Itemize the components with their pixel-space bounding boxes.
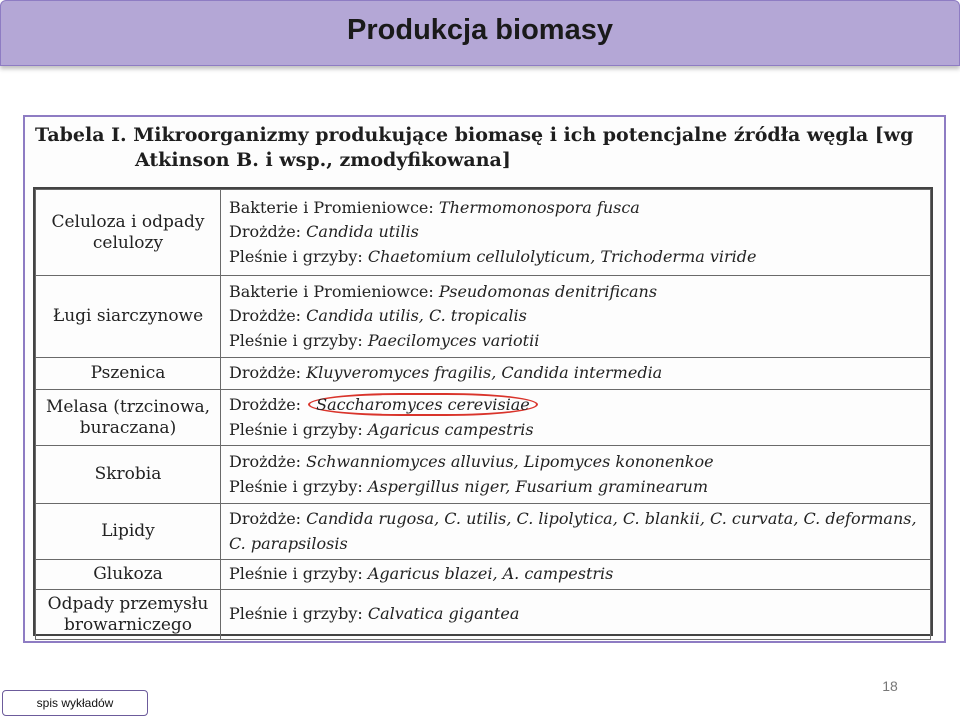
organism-group-label: Drożdże: [229,395,302,414]
organisms-cell [221,560,931,590]
organisms-cell [221,504,931,560]
organisms-cell [221,190,931,276]
organism-group-label: Drożdże: [229,306,302,326]
species-name: Kluyveromyces fragilis, Candida intermedia [306,363,663,383]
table-row [36,560,931,590]
table-row [36,190,931,276]
highlighted-species-name: Saccharomyces cerevisiae [308,393,538,416]
table-row [36,358,931,390]
species-name: Thermomonospora fusca [438,197,640,217]
organism-line [229,280,922,305]
organism-group-label: Pleśnie i grzyby: [229,419,363,439]
organism-line [229,220,922,245]
organism-line [229,507,922,556]
slide-title-bar [0,0,960,66]
page-number: 18 [882,678,898,694]
organisms-cell [221,590,931,640]
species-name: Paecilomyces variotii [367,330,540,350]
carbon-source-cell: Celuloza i odpady celulozy [36,190,221,276]
organism-group-label: Pleśnie i grzyby: [229,604,363,624]
table-figure [23,115,946,643]
organism-line [229,393,922,418]
table-container [33,187,933,636]
species-name: Agaricus campestris [367,419,534,439]
organisms-cell [221,276,931,358]
organism-group-label: Drożdże: [229,509,302,528]
organism-group-label: Pleśnie i grzyby: [229,330,363,350]
organism-line [229,450,922,475]
species-name: Candida rugosa, C. utilis, C. lipolytica, C. blankii, C. curvata, C. deformans, C. parapsilosis [229,509,917,553]
organism-group-label: Drożdże: [229,363,302,383]
organism-group-label: Bakterie i Promieniowce: [229,197,434,217]
table-row [36,590,931,640]
organism-line [229,475,922,500]
organism-line [229,245,922,270]
table-row [36,504,931,560]
organisms-cell [221,390,931,446]
lecture-list-button[interactable]: spis wykładów [2,690,148,716]
organism-group-label: Drożdże: [229,222,302,242]
organism-line [229,562,922,587]
slide-title: Produkcja biomasy [347,14,613,46]
organism-line [229,418,922,443]
organism-line [229,304,922,329]
carbon-source-cell: Pszenica [36,358,221,390]
organisms-cell [221,358,931,390]
organism-line [229,602,922,627]
organism-group-label: Pleśnie i grzyby: [229,246,363,266]
caption-line-1: Tabela I. Mikroorganizmy produkujące biomasę i ich potencjalne źródła węgla [wg [35,124,914,146]
species-name: Candida utilis, C. tropicalis [306,306,527,326]
carbon-source-cell: Glukoza [36,560,221,590]
species-name: Aspergillus niger, Fusarium graminearum [367,476,709,496]
organism-group-label: Bakterie i Promieniowce: [229,281,434,301]
organism-group-label: Drożdże: [229,452,302,471]
carbon-source-cell: Ługi siarczynowe [36,276,221,358]
organism-line [229,196,922,221]
table-row [36,276,931,358]
organism-line [229,329,922,354]
organisms-table [35,189,931,640]
carbon-source-cell: Lipidy [36,504,221,560]
table-caption [35,123,935,173]
caption-line-2: Atkinson B. i wsp., zmodyfikowana] [135,149,511,171]
species-name: Chaetomium cellulolyticum, Trichoderma viride [367,246,757,266]
species-name: Calvatica gigantea [367,604,520,624]
species-name: Candida utilis [306,222,419,242]
organisms-cell [221,446,931,504]
organism-line [229,361,922,386]
table-body [36,190,931,640]
carbon-source-cell: Skrobia [36,446,221,504]
species-name: Schwanniomyces alluvius, Lipomyces kononenkoe [306,452,714,471]
table-row [36,446,931,504]
species-name: Agaricus blazei, A. campestris [367,564,614,584]
carbon-source-cell: Odpady przemysłu browarniczego [36,590,221,640]
table-row [36,390,931,446]
carbon-source-cell: Melasa (trzcinowa, buraczana) [36,390,221,446]
species-name: Pseudomonas denitrificans [438,281,658,301]
organism-group-label: Pleśnie i grzyby: [229,564,363,584]
organism-group-label: Pleśnie i grzyby: [229,476,363,496]
